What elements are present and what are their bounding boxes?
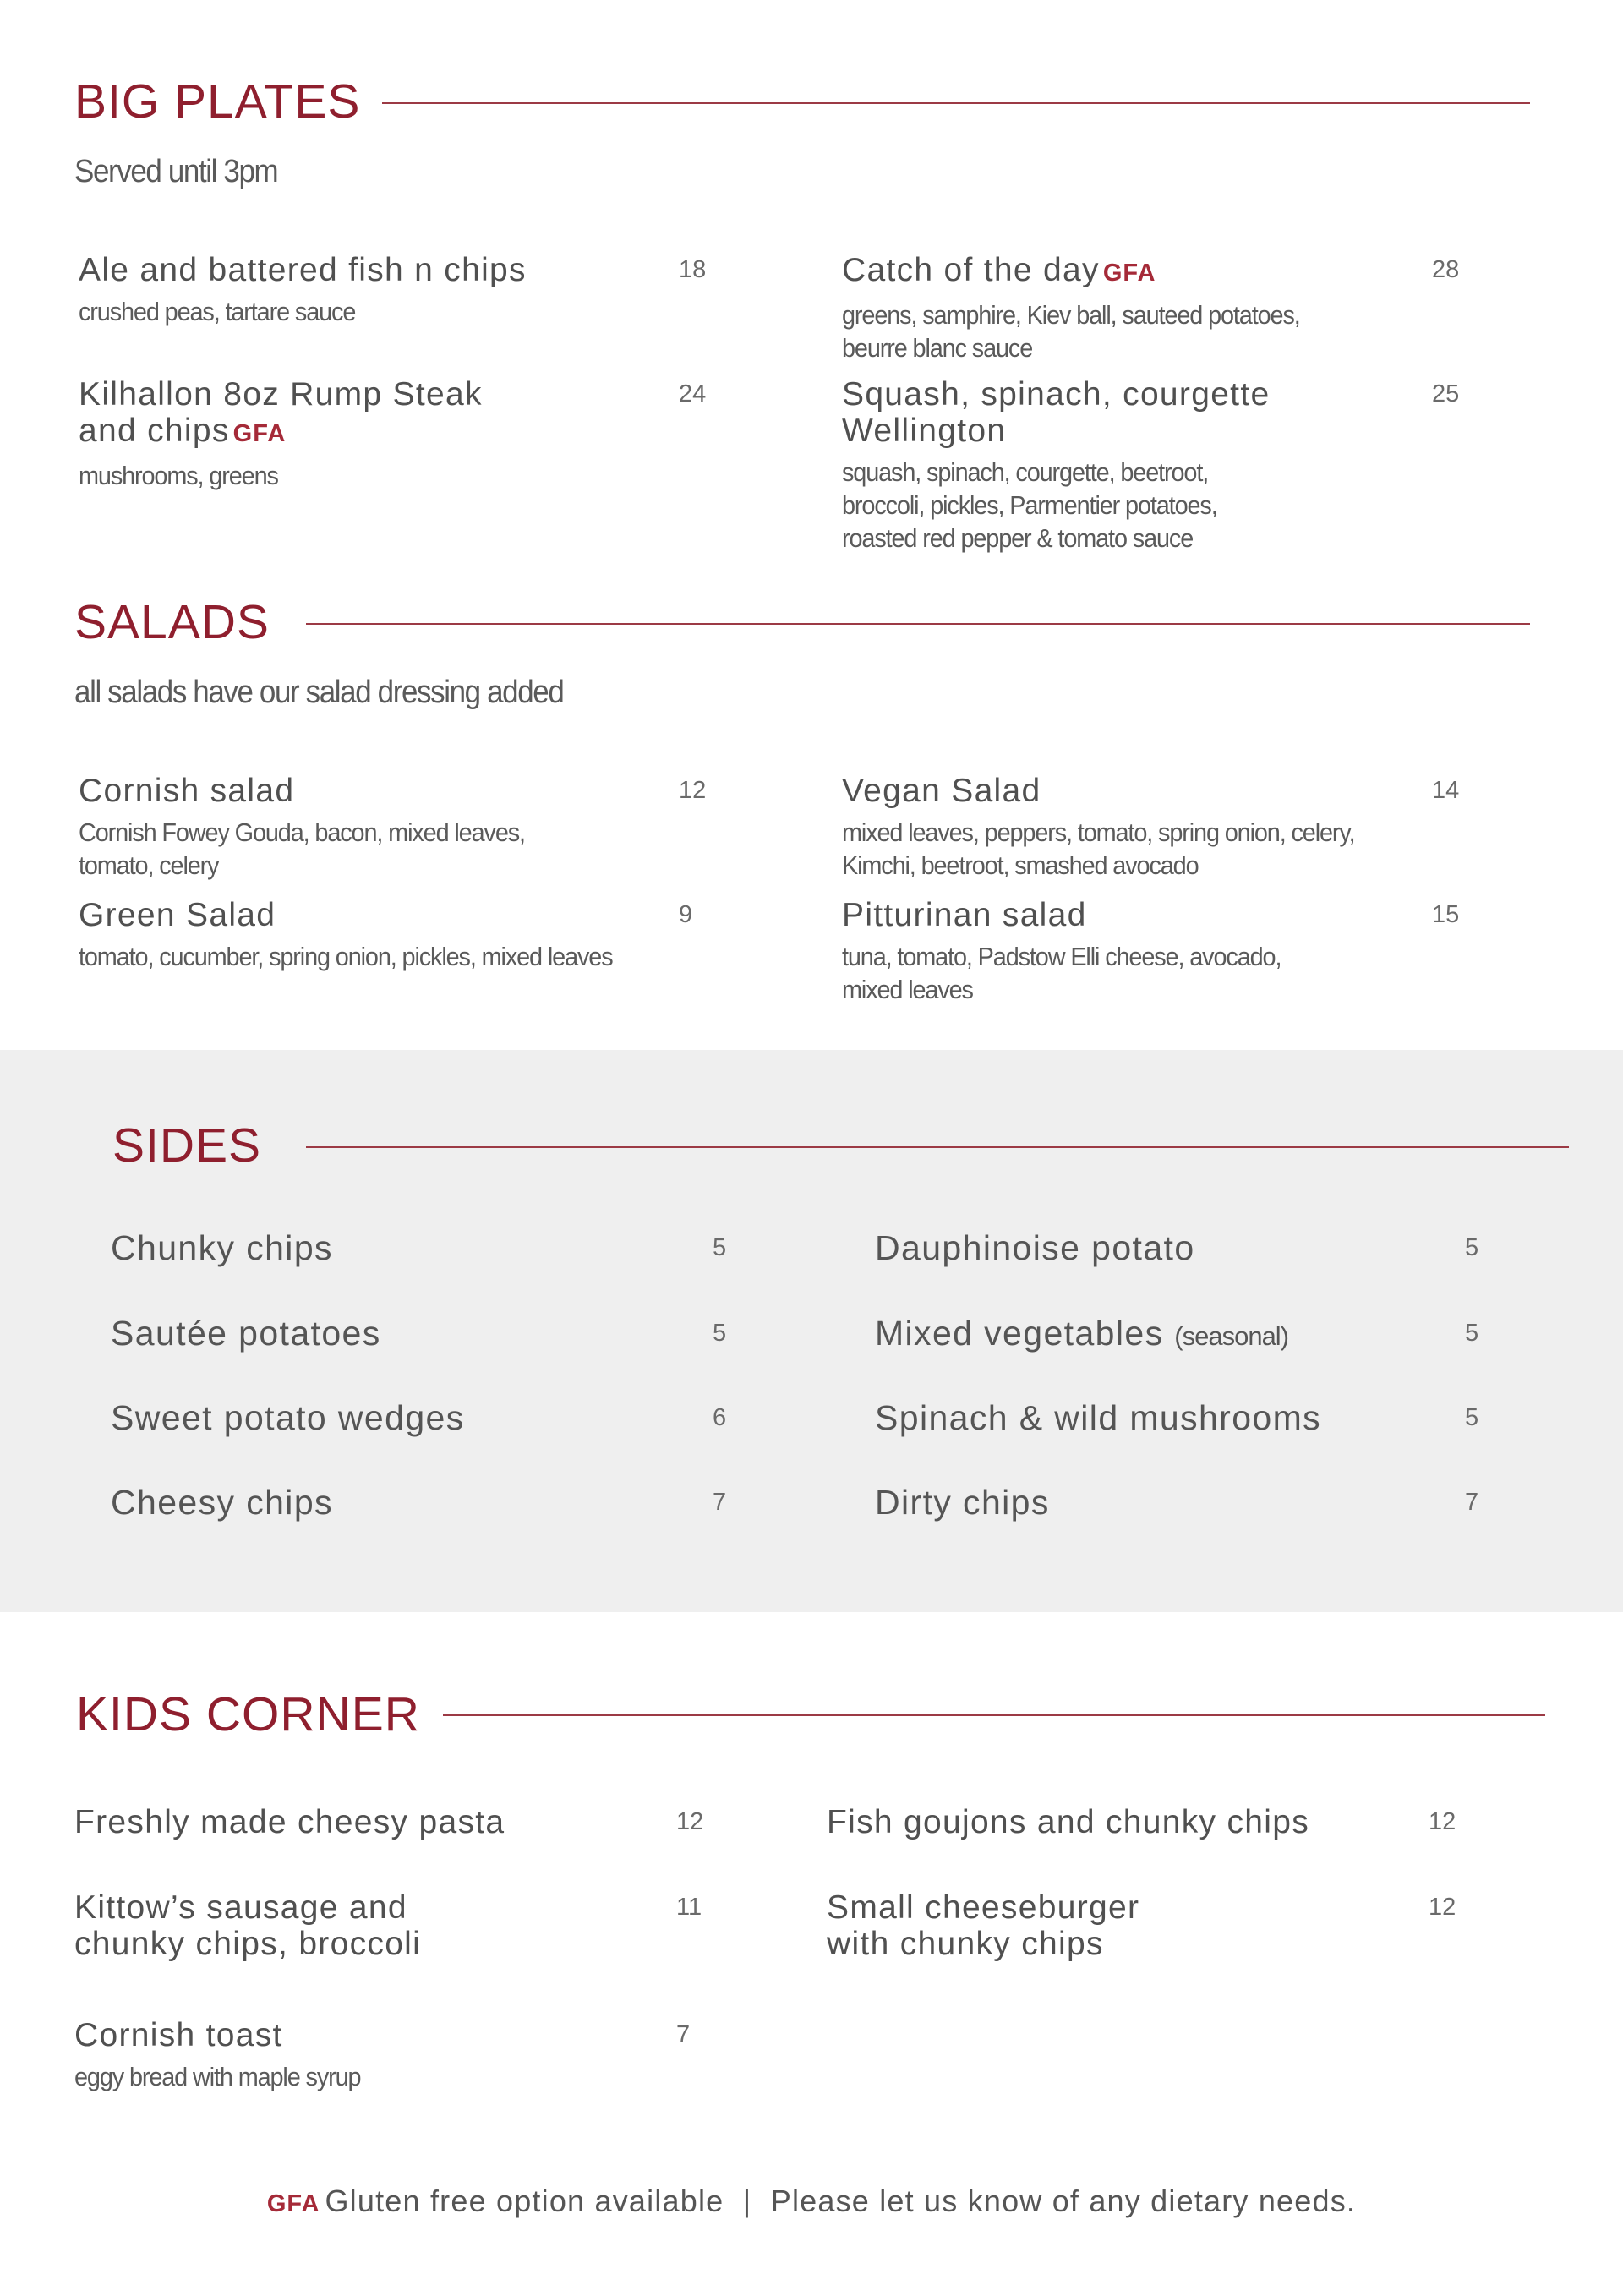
menu-item [842,376,1270,555]
side-item-name: Chunky chips [111,1228,333,1267]
menu-item [79,773,559,882]
section-title-kids-corner: KIDS CORNER [76,1687,420,1741]
menu-item-price: 12 [1429,1894,1456,1921]
menu-item-price: 25 [1432,380,1460,407]
menu-item-name: Cornish salad [79,773,295,809]
menu-item-name: Freshly made cheesy pasta [74,1804,505,1840]
side-item-price: 5 [713,1320,727,1347]
menu-item-description: crushed peas, tartare sauce [79,297,356,326]
side-item-price: 6 [713,1404,727,1431]
menu-item-name: Pitturinan salad [842,897,1087,933]
menu-item-name: Catch of the day GFA [842,252,1156,288]
menu-item [79,252,527,328]
menu-item-name: Small cheeseburger with chunky chips [827,1889,1140,1962]
menu-item [842,773,1393,882]
menu-item-price: 15 [1432,901,1460,928]
side-item-name: Cheesy chips [111,1483,333,1522]
menu-item [74,1804,505,1840]
side-item-note: (seasonal) [1174,1321,1289,1351]
menu-item [827,1804,1309,1840]
section-divider [306,623,1530,625]
menu-item-description: eggy bread with maple syrup [74,2062,361,2091]
menu-item [827,1889,1139,1962]
footer-note [0,2186,1623,2217]
menu-item-price: 14 [1432,777,1460,804]
side-item-name: Sautée potatoes [111,1314,381,1353]
menu-item-price: 7 [676,2021,691,2048]
menu-item-description: tuna, tomato, Padstow Elli cheese, avocado, mixed leaves [842,942,1281,1004]
menu-item-name: Kittow’s sausage and chunky chips, broccoli [74,1889,422,1962]
menu-item [842,252,1334,364]
section-divider [306,1146,1569,1148]
menu-item-price: 11 [676,1894,702,1921]
menu-item-price: 18 [679,256,707,283]
menu-item-name: Kilhallon 8oz Rump Steak and chips GFA [79,376,483,449]
section-divider [443,1714,1545,1716]
side-item-name: Spinach & wild mushrooms [875,1398,1322,1437]
menu-item-price: 24 [679,380,707,407]
menu-item-name: Squash, spinach, courgette Wellington [842,376,1271,449]
section-title-sides: SIDES [112,1118,262,1173]
side-item-price: 5 [1465,1404,1479,1431]
section-divider [382,102,1530,104]
menu-item-price: 28 [1432,256,1460,283]
menu-item-price: 9 [679,901,693,928]
menu-item [79,897,653,973]
side-item-price: 7 [713,1489,727,1516]
menu-item-name: Green Salad [79,897,276,933]
menu-item-name: Vegan Salad [842,773,1041,809]
gfa-badge: GFA [1102,260,1156,287]
section-subtitle: all salads have our salad dressing added [74,675,564,710]
footer-text: Gluten free option available | Please let us know of any dietary needs. [325,2184,1357,2218]
menu-item [74,1889,421,1962]
side-item-name: Dirty chips [875,1483,1050,1522]
menu-item-name: Ale and battered fish n chips [79,252,527,288]
section-subtitle: Served until 3pm [74,154,278,189]
side-item-price: 7 [1465,1489,1479,1516]
menu-item [79,376,483,492]
side-item-name: Sweet potato wedges [111,1398,465,1437]
menu-item-name: Cornish toast [74,2017,283,2053]
side-item-price: 5 [1465,1320,1479,1347]
section-title-salads: SALADS [74,595,270,649]
menu-item [842,897,1314,1006]
menu-item-price: 12 [1429,1808,1456,1835]
menu-item-description: greens, samphire, Kiev ball, sauteed potatoes, beurre blanc sauce [842,300,1300,363]
gfa-badge: GFA [232,420,287,447]
menu-item-description: tomato, cucumber, spring onion, pickles, mixed leaves [79,942,613,971]
menu-item [74,2017,382,2093]
menu-item-description: squash, spinach, courgette, beetroot, broccoli, pickles, Parmentier potatoes, roasted red pepper & tomato sauce [842,457,1217,553]
section-title-big-plates: BIG PLATES [74,74,361,128]
gfa-badge: GFA [266,2190,320,2217]
menu-item-description: mixed leaves, peppers, tomato, spring onion, celery, Kimchi, beetroot, smashed avocado [842,817,1355,880]
menu-item-price: 12 [679,777,707,804]
side-item-price: 5 [1465,1234,1479,1261]
menu-item-price: 12 [676,1808,704,1835]
menu-item-name: Fish goujons and chunky chips [827,1804,1310,1840]
side-item-price: 5 [713,1234,727,1261]
side-item-name: Mixed vegetables (seasonal) [875,1314,1289,1353]
menu-item-description: Cornish Fowey Gouda, bacon, mixed leaves, tomato, celery [79,817,525,880]
side-item-name: Dauphinoise potato [875,1228,1195,1267]
menu-item-description: mushrooms, greens [79,461,278,490]
